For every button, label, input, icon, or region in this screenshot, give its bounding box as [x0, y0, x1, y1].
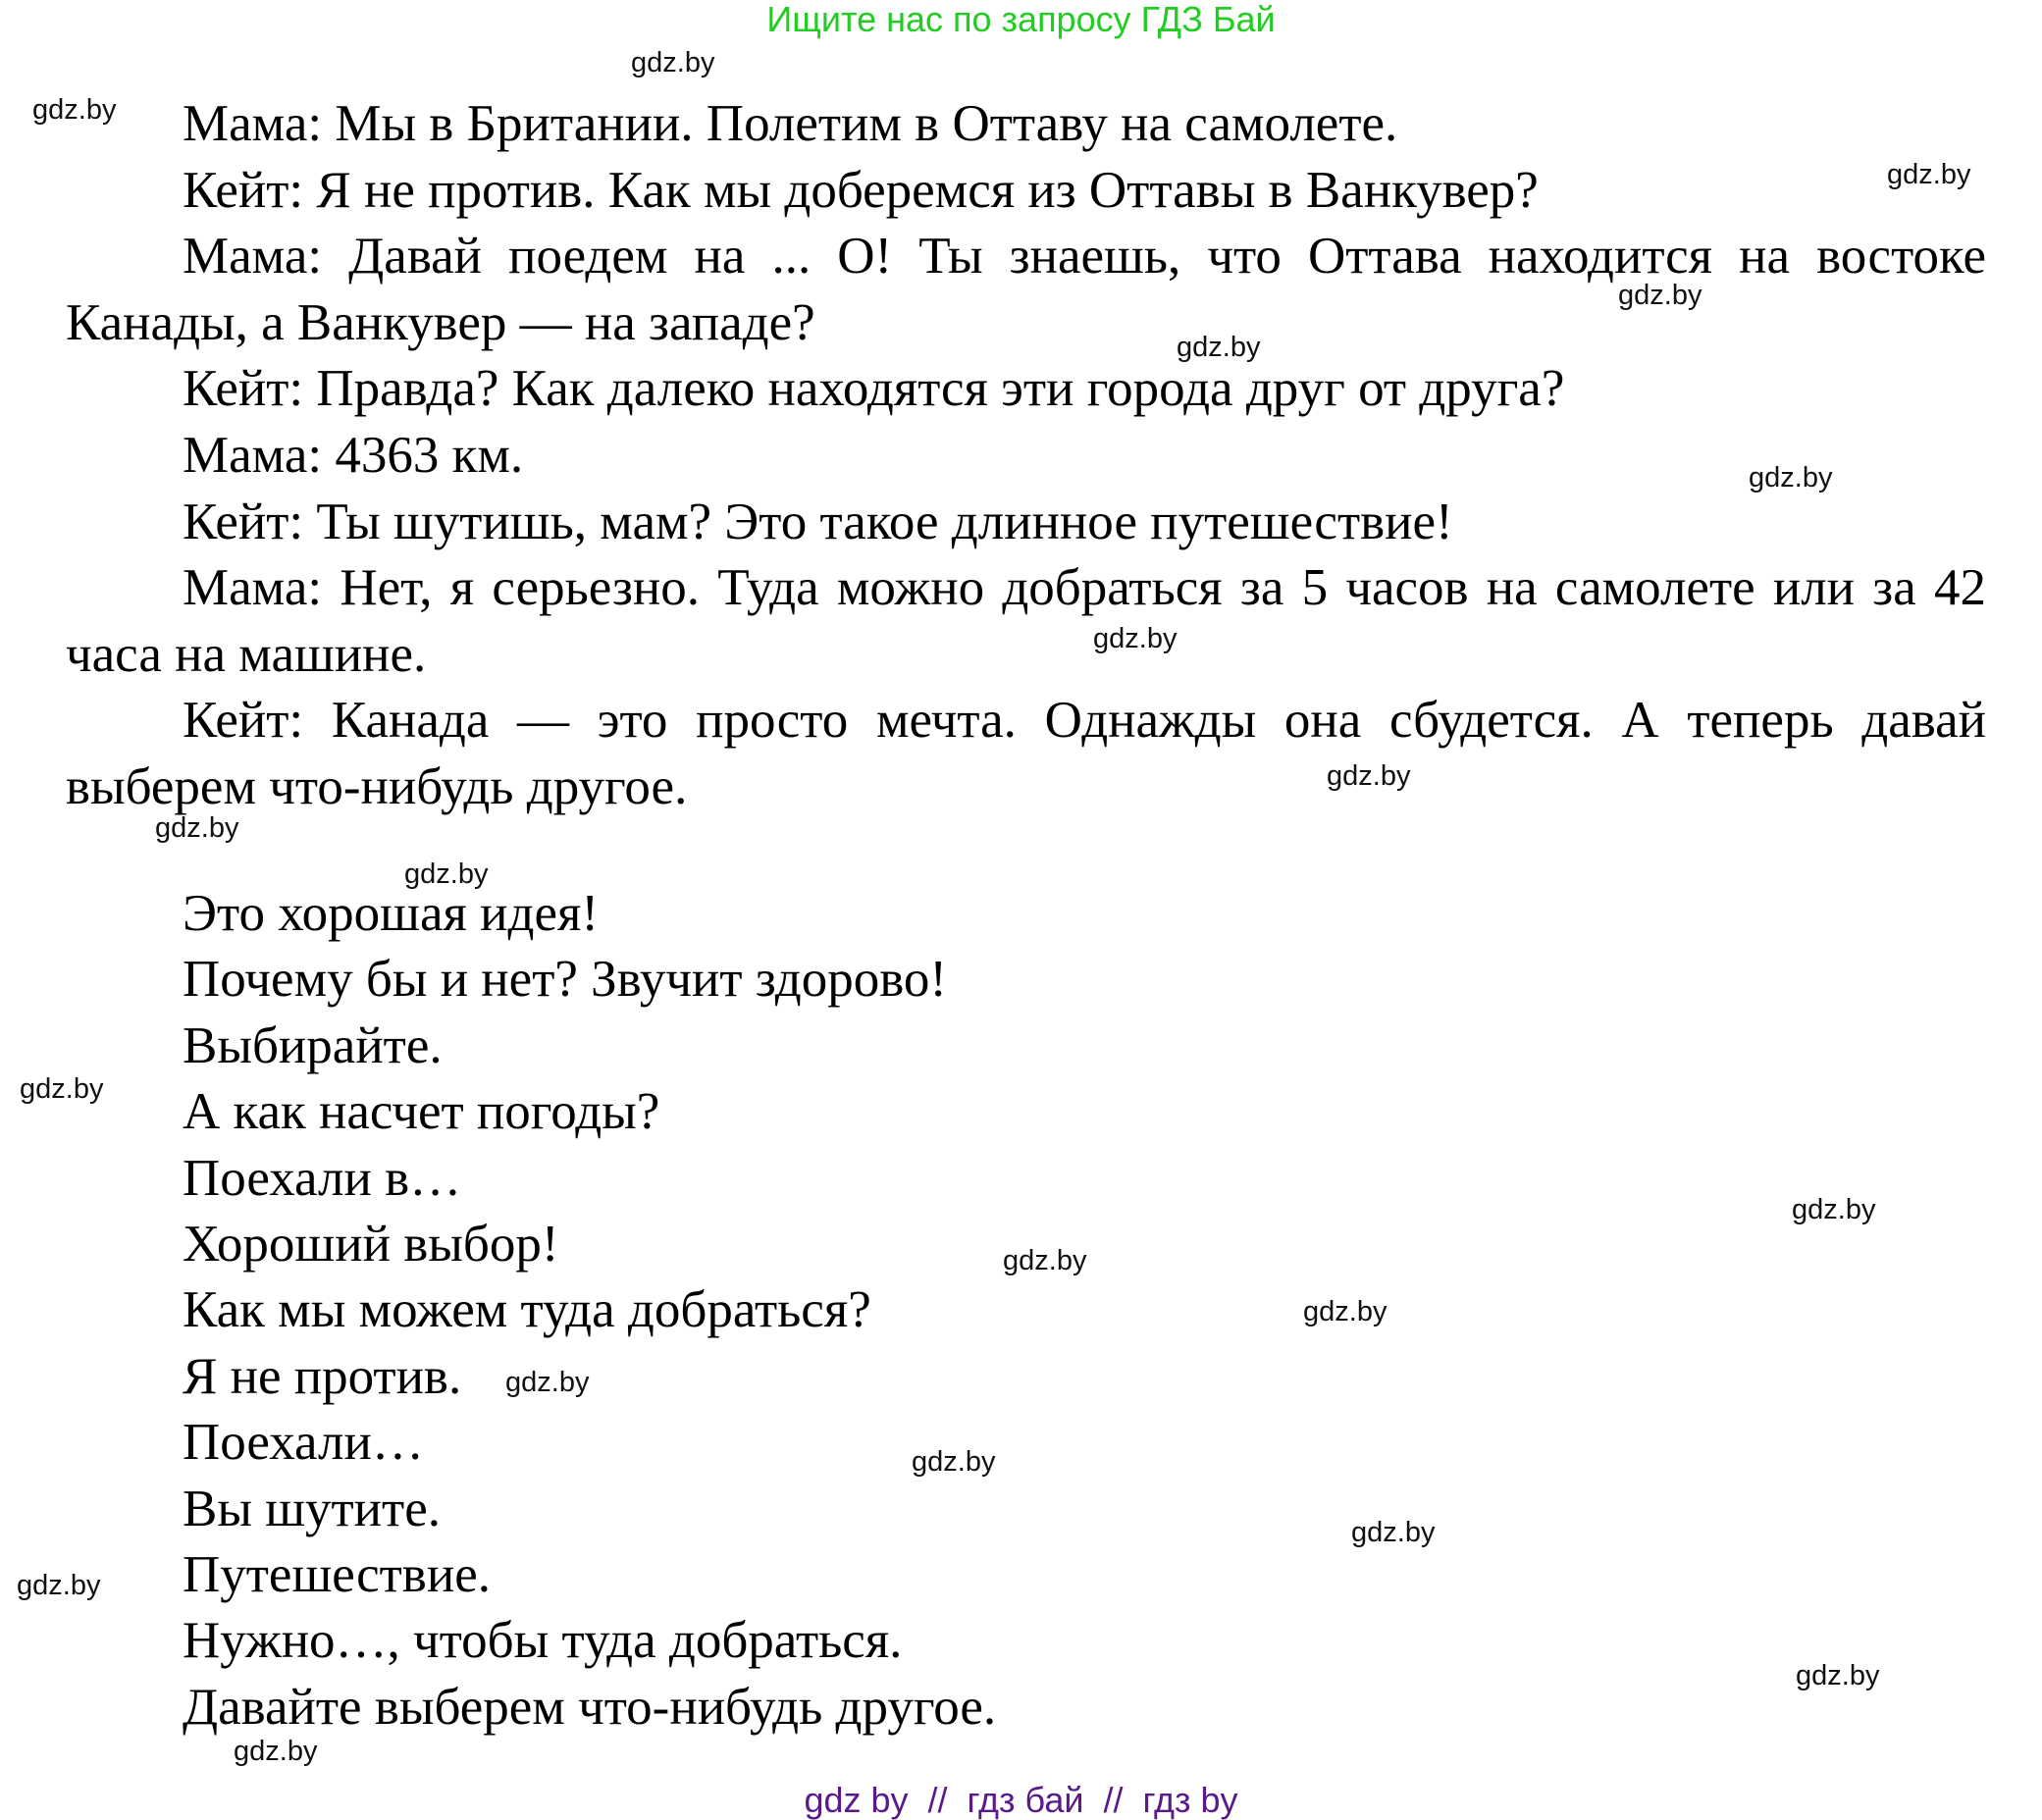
phrase-item: Выбирайте.	[183, 1016, 443, 1074]
phrase-item: А как насчет погоды?	[183, 1083, 660, 1141]
phrase-item: Давайте выберем что-нибудь другое.	[183, 1678, 997, 1736]
phrase-item: Как мы можем туда добраться?	[183, 1281, 871, 1339]
watermark: gdz.by	[404, 858, 489, 890]
watermark: gdz.by	[1796, 1660, 1880, 1691]
phrase-item: Нужно…, чтобы туда добраться.	[183, 1612, 903, 1670]
phrase-item: Это хорошая идея!	[183, 885, 600, 942]
dialogue-line: Кейт: Правда? Как далеко находятся эти города друг от друга?	[183, 360, 1565, 418]
watermark: gdz.by	[505, 1367, 590, 1398]
dialogue-line: Кейт: Канада — это просто мечта. Однажды она сбудется. А теперь давай выберем что-нибудь другое.	[66, 692, 1986, 815]
dialogue-line: Мама: Нет, я серьезно. Туда можно добраться за 5 часов на самолете или за 42 часа на машине.	[66, 559, 1986, 683]
phrase-list	[183, 881, 996, 1741]
phrase-item: Я не против.	[183, 1347, 462, 1405]
phrase-item: Вы шутите.	[183, 1480, 441, 1537]
phrase-item: Хороший выбор!	[183, 1216, 559, 1274]
search-banner: Ищите нас по запросу ГДЗ Бай	[766, 0, 1276, 39]
watermark: gdz.by	[32, 94, 117, 126]
watermark: gdz.by	[1887, 159, 1971, 190]
watermark: gdz.by	[1003, 1245, 1087, 1276]
watermark: gdz.by	[1618, 280, 1702, 311]
phrase-item: Поехали…	[183, 1414, 424, 1472]
watermark: gdz.by	[1303, 1296, 1388, 1327]
dialogue-line: Мама: 4363 км.	[183, 426, 524, 484]
watermark: gdz.by	[20, 1073, 104, 1105]
dialogue-line: Мама: Мы в Британии. Полетим в Оттаву на самолете.	[183, 95, 1398, 152]
watermark: gdz.by	[912, 1446, 996, 1478]
watermark: gdz.by	[1093, 623, 1178, 654]
dialogue-line: Кейт: Я не против. Как мы доберемся из Оттавы в Ванкувер?	[183, 161, 1539, 219]
phrase-item: Поехали в…	[183, 1149, 462, 1207]
dialogue-line: Мама: Давай поедем на ... О! Ты знаешь, что Оттава находится на востоке Канады, а Ванкувер — на западе?	[66, 228, 1986, 351]
watermark: gdz.by	[17, 1570, 101, 1601]
watermark: gdz.by	[155, 812, 239, 844]
watermark: gdz.by	[1792, 1194, 1876, 1225]
watermark: gdz.by	[631, 47, 715, 78]
watermark: gdz.by	[1749, 462, 1833, 494]
dialogue-text	[66, 91, 1986, 821]
watermark: gdz.by	[1351, 1517, 1436, 1548]
watermark: gdz.by	[1177, 332, 1261, 363]
dialogue-line: Кейт: Ты шутишь, мам? Это такое длинное путешествие!	[183, 493, 1453, 550]
phrase-item: Почему бы и нет? Звучит здорово!	[183, 951, 948, 1009]
watermark: gdz.by	[234, 1736, 318, 1767]
footer-links: gdz by // гдз бай // гдз by	[804, 1780, 1238, 1820]
watermark: gdz.by	[1327, 760, 1411, 792]
phrase-item: Путешествие.	[183, 1546, 491, 1604]
